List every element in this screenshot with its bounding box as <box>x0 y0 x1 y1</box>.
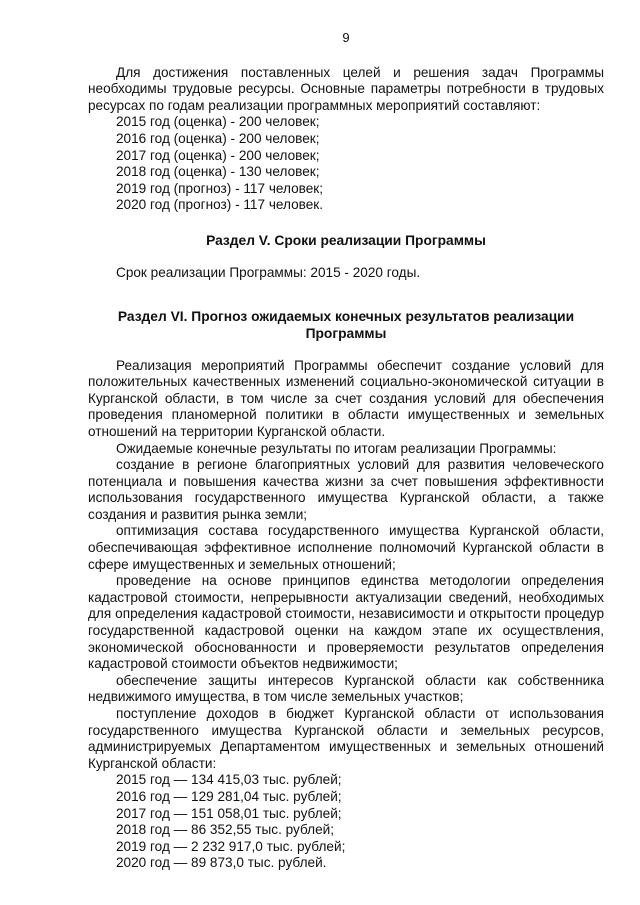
revenue-item: 2015 год — 134 415,03 тыс. рублей; <box>116 772 342 788</box>
revenues-list <box>88 772 604 872</box>
section6-paragraph: поступление доходов в бюджет Курганской области от использования государственного имущества Курганской области и земельных ресурсов, администрируемых Департаментом имущественных и земельных отношений Курганской области: <box>88 706 604 771</box>
revenue-item: 2018 год — 86 352,55 тыс. рублей; <box>116 822 335 838</box>
section5-heading: Раздел V. Сроки реализации Программы <box>206 232 486 248</box>
labor-need-item: 2016 год (оценка) - 200 человек; <box>116 130 320 146</box>
intro-paragraph: Для достижения поставленных целей и решения задач Программы необходимы трудовые ресурсы. Основные параметры потребности в трудовых ресурсах по годам реализации программных мероприятий составляют: <box>88 64 604 113</box>
section6-paragraph: Ожидаемые конечные результаты по итогам реализации Программы: <box>116 440 557 456</box>
labor-need-item: 2019 год (прогноз) - 117 человек; <box>116 180 324 196</box>
labor-need-item: 2018 год (оценка) - 130 человек; <box>116 164 320 180</box>
section6-paragraph: обеспечение защиты интересов Курганской области как собственника недвижимого имущества, в том числе земельных участков; <box>88 672 604 705</box>
section6-heading: Раздел VI. Прогноз ожидаемых конечных результатов реализации Программы <box>117 308 575 341</box>
revenue-item: 2017 год — 151 058,01 тыс. рублей; <box>116 805 342 821</box>
section6-paragraph: Реализация мероприятий Программы обеспечит создание условий для положительных качественных изменений социально-экономической ситуации в Курганской области, в том числе за счет создания условий для обеспечения проведения планомерной политики в области имущественных и земельных отношений на территории Курганской области. <box>88 357 604 439</box>
revenue-item: 2019 год — 2 232 917,0 тыс. рублей; <box>116 838 346 854</box>
section6-paragraph: проведение на основе принципов единства методологии определения кадастровой стоимости, непрерывности актуализации сведений, необходимых для определения кадастровой стоимости, независимости и открытости процедур государственной кадастровой оценки на каждом этапе их осуществления, экономической обоснованности и проверяемости результатов определения кадастровой стоимости объектов недвижимости; <box>88 573 604 672</box>
document-page <box>88 30 604 872</box>
revenue-item: 2020 год — 89 873,0 тыс. рублей. <box>116 855 327 871</box>
revenue-item: 2016 год — 129 281,04 тыс. рублей; <box>116 788 342 804</box>
section6-paragraph: оптимизация состава государственного имущества Курганской области, обеспечивающая эффективное исполнение полномочий Курганской области в сфере имущественных и земельных отношений; <box>88 523 604 572</box>
section5-text: Срок реализации Программы: 2015 - 2020 годы. <box>116 264 421 280</box>
labor-need-item: 2020 год (прогноз) - 117 человек. <box>116 197 324 213</box>
labor-needs-list <box>88 114 604 214</box>
section6-paragraph: создание в регионе благоприятных условий для развития человеческого потенциала и повышения качества жизни за счет повышения эффективности использования государственного имущества Курганской области, а также создания и развития рынка земли; <box>88 457 604 522</box>
labor-need-item: 2015 год (оценка) - 200 человек; <box>116 114 320 130</box>
page-number: 9 <box>342 30 350 45</box>
labor-need-item: 2017 год (оценка) - 200 человек; <box>116 147 320 163</box>
